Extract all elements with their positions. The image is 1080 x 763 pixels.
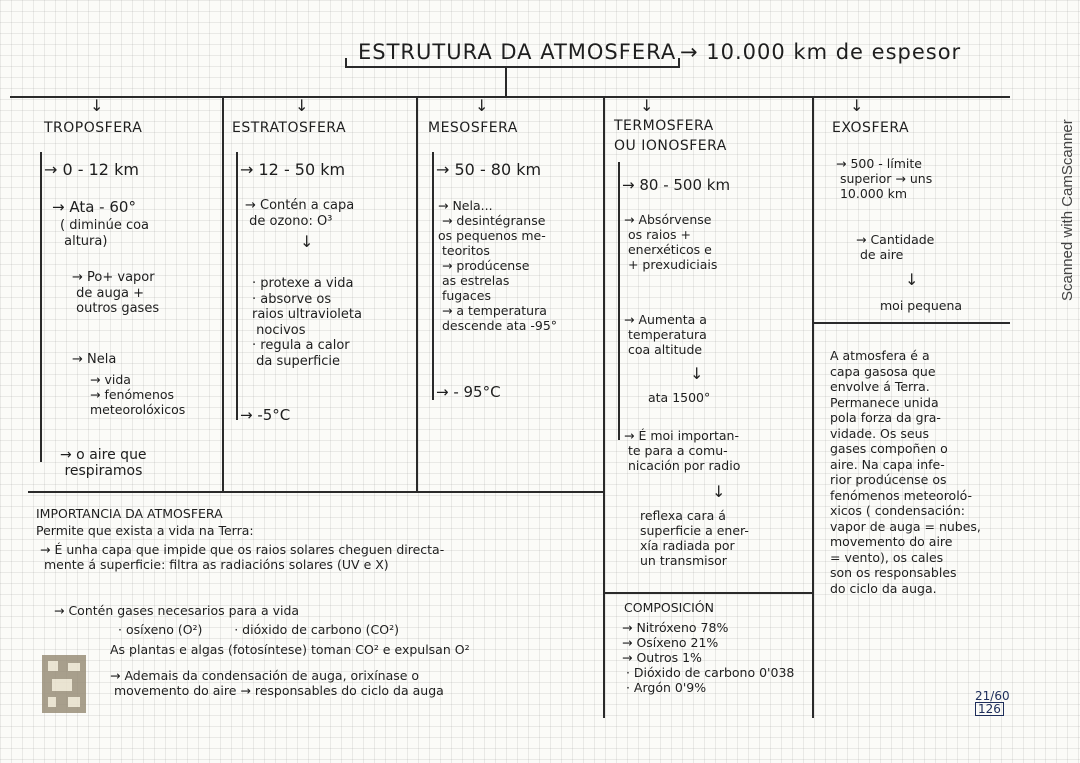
- mesosfera-text: → Nela... → desintégranse os pequenos me- teoritos → prodúcense as estrelas fugaces → a temperatura descende ata -95°: [438, 198, 558, 333]
- arrow-down-icon: ↓: [850, 96, 864, 115]
- troposfera-range: → 0 - 12 km: [44, 160, 139, 179]
- termosfera-branch-line: [618, 162, 620, 440]
- divider-2: [416, 98, 418, 491]
- page-number: [975, 690, 1010, 716]
- arrow-down-icon: ↓: [300, 232, 314, 251]
- importance-gases: · osíxeno (O²) · dióxido de carbono (CO²): [118, 622, 399, 637]
- estratosfera-functions: · protexe a vida · absorve os raios ultravioleta nocivos · regula a calor da superficie: [252, 276, 362, 369]
- arrow-down-icon: ↓: [90, 96, 104, 115]
- mesosfera-range: → 50 - 80 km: [436, 160, 542, 179]
- title-thickness: → 10.000 km de espesor: [680, 40, 962, 64]
- estratosfera-heading: ESTRATOSFERA: [232, 120, 347, 136]
- title-brace: [345, 66, 680, 68]
- termosfera-temp-max: ata 1500°: [648, 390, 711, 405]
- termosfera-reflect: reflexa cara á superficie a ener- xía radiada por un transmisor: [640, 508, 749, 568]
- arrow-down-icon: ↓: [712, 482, 726, 501]
- termosfera-range: → 80 - 500 km: [622, 176, 731, 194]
- importance-heading: IMPORTANCIA DA ATMOSFERA: [36, 506, 223, 521]
- mesosfera-branch-line: [432, 152, 434, 400]
- arrow-down-icon: ↓: [295, 96, 309, 115]
- exosfera-heading: EXOSFERA: [832, 120, 910, 136]
- definition-separator: [814, 322, 1010, 324]
- arrow-down-icon: ↓: [640, 96, 654, 115]
- termosfera-important: → É moi importan- te para a comu- nicación por radio: [624, 428, 741, 473]
- divider-3: [603, 98, 605, 718]
- termosfera-temp-rise: → Aumenta a temperatura coa altitude: [624, 312, 707, 357]
- page-title: ESTRUTURA DA ATMOSFERA: [358, 40, 677, 64]
- estratosfera-range: → 12 - 50 km: [240, 160, 346, 179]
- exosfera-air-quantity: → Cantidade de aire: [856, 232, 935, 262]
- troposfera-air: → o aire que respiramos: [60, 447, 147, 479]
- termosfera-absorb: → Absórvense os raios + enerxéticos e + prexudiciais: [624, 212, 718, 272]
- termosfera-heading-alt: OU IONOSFERA: [614, 138, 727, 154]
- importance-point-3: → Ademais da condensación de auga, orixínase o movemento do aire → responsables do ciclo da auga: [110, 668, 444, 698]
- importance-intro: Permite que exista a vida na Terra:: [36, 523, 254, 538]
- divider-4: [812, 98, 814, 718]
- composition-heading: COMPOSICIÓN: [624, 600, 714, 615]
- page-number-fraction: 21/60: [975, 689, 1010, 703]
- troposfera-composition: → Po+ vapor de auga + outros gases: [72, 270, 160, 316]
- troposfera-nela-items: → vida → fenómenos meteorolóxicos: [90, 372, 186, 417]
- estratosfera-branch-line: [236, 152, 238, 420]
- scanner-logo: [42, 655, 86, 713]
- atmosphere-definition: A atmosfera é a capa gasosa que envolve á Terra. Permanece unida pola forza da gra- vidade. Os seus gases compoñen o aire. Na capa infe- rior prodúcense os fenómenos meteoroló- xicos ( condensación: vapor de auga = nubes, movemento do aire = vento), os cales son os responsables do ciclo da auga.: [830, 348, 981, 596]
- arrow-down-icon: ↓: [475, 96, 489, 115]
- mesosfera-temp: → - 95°C: [436, 383, 501, 401]
- arrow-down-icon: ↓: [905, 270, 919, 289]
- divider-1: [222, 98, 224, 491]
- mesosfera-heading: MESOSFERA: [428, 120, 518, 136]
- exosfera-small: moi pequena: [880, 298, 963, 313]
- exosfera-limit: → 500 - límite superior → uns 10.000 km: [836, 156, 933, 201]
- termosfera-heading: TERMOSFERA: [614, 118, 714, 134]
- troposfera-heading: TROPOSFERA: [44, 120, 143, 136]
- estratosfera-temp: → -5°C: [240, 406, 291, 424]
- title-brace-right: [678, 58, 680, 68]
- page-number-box: 126: [975, 702, 1004, 716]
- troposfera-temp-note: ( diminúe coa altura): [60, 218, 150, 249]
- troposfera-branch-line: [40, 152, 42, 462]
- importance-point-2: → Contén gases necesarios para a vida: [54, 603, 300, 618]
- scanner-watermark: Scanned with CamScanner: [1059, 119, 1076, 301]
- importance-separator: [28, 491, 604, 493]
- title-stem: [505, 68, 507, 96]
- troposfera-temp: → Ata - 60°: [52, 198, 136, 216]
- composition-separator: [605, 592, 812, 594]
- arrow-down-icon: ↓: [690, 364, 704, 383]
- importance-plants: As plantas e algas (fotosíntese) toman CO² e expulsan O²: [110, 642, 470, 657]
- troposfera-nela: → Nela: [72, 352, 117, 367]
- importance-point-1: → É unha capa que impide que os raios solares cheguen directa- mente á superficie: filtra as radiacións solares (UV e X): [40, 542, 445, 572]
- composition-items: → Nitróxeno 78% → Osíxeno 21% → Outros 1% · Dióxido de carbono 0'038 · Argón 0'9%: [622, 620, 795, 695]
- estratosfera-ozone: → Contén a capa de ozono: O³: [245, 198, 355, 229]
- title-brace-left: [345, 58, 347, 68]
